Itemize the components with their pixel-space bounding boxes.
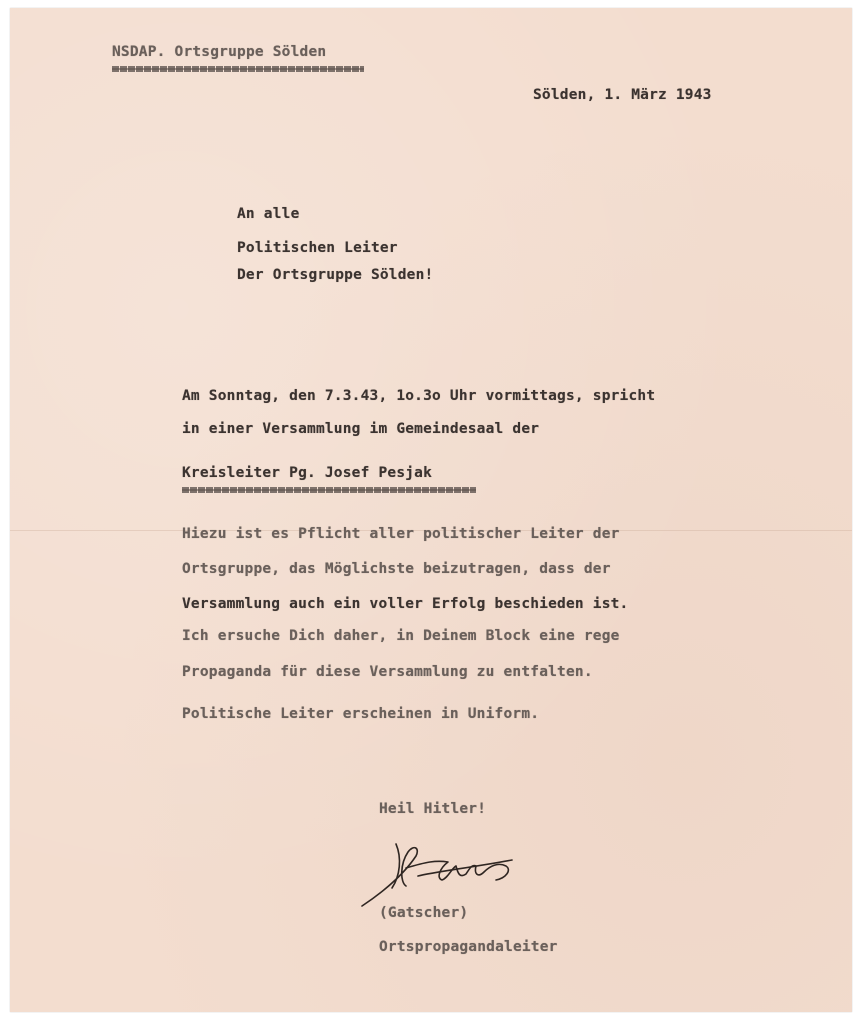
body-line-5: Propaganda für diese Versammlung zu entfalten.	[182, 664, 593, 680]
closing-salutation: Heil Hitler!	[379, 801, 487, 817]
date-line: Sölden, 1. März 1943	[533, 87, 712, 103]
address-line-3: Der Ortsgruppe Sölden!	[237, 267, 434, 283]
address-line-1: An alle	[237, 206, 300, 222]
letterhead-underline	[112, 66, 364, 72]
signature-title: Ortspropagandaleiter	[379, 939, 558, 955]
speaker-line: Kreisleiter Pg. Josef Pesjak	[182, 465, 433, 481]
body-line-2: Ortsgruppe, das Möglichste beizutragen, dass der	[182, 561, 611, 577]
uniform-note: Politische Leiter erscheinen in Uniform.	[182, 706, 540, 722]
intro-line-2: in einer Versammlung im Gemeindesaal der	[182, 421, 540, 437]
body-line-3: Versammlung auch ein voller Erfolg beschieden ist.	[182, 596, 629, 612]
handwritten-signature	[356, 838, 526, 914]
body-line-1: Hiezu ist es Pflicht aller politischer Leiter der	[182, 526, 620, 542]
letterhead: NSDAP. Ortsgruppe Sölden	[112, 44, 327, 60]
signature-name: (Gatscher)	[379, 905, 469, 921]
speaker-underline	[182, 487, 476, 493]
body-line-4: Ich ersuche Dich daher, in Deinem Block eine rege	[182, 628, 620, 644]
intro-line-1: Am Sonntag, den 7.3.43, 1o.3o Uhr vormittags, spricht	[182, 388, 656, 404]
address-line-2: Politischen Leiter	[237, 240, 398, 256]
